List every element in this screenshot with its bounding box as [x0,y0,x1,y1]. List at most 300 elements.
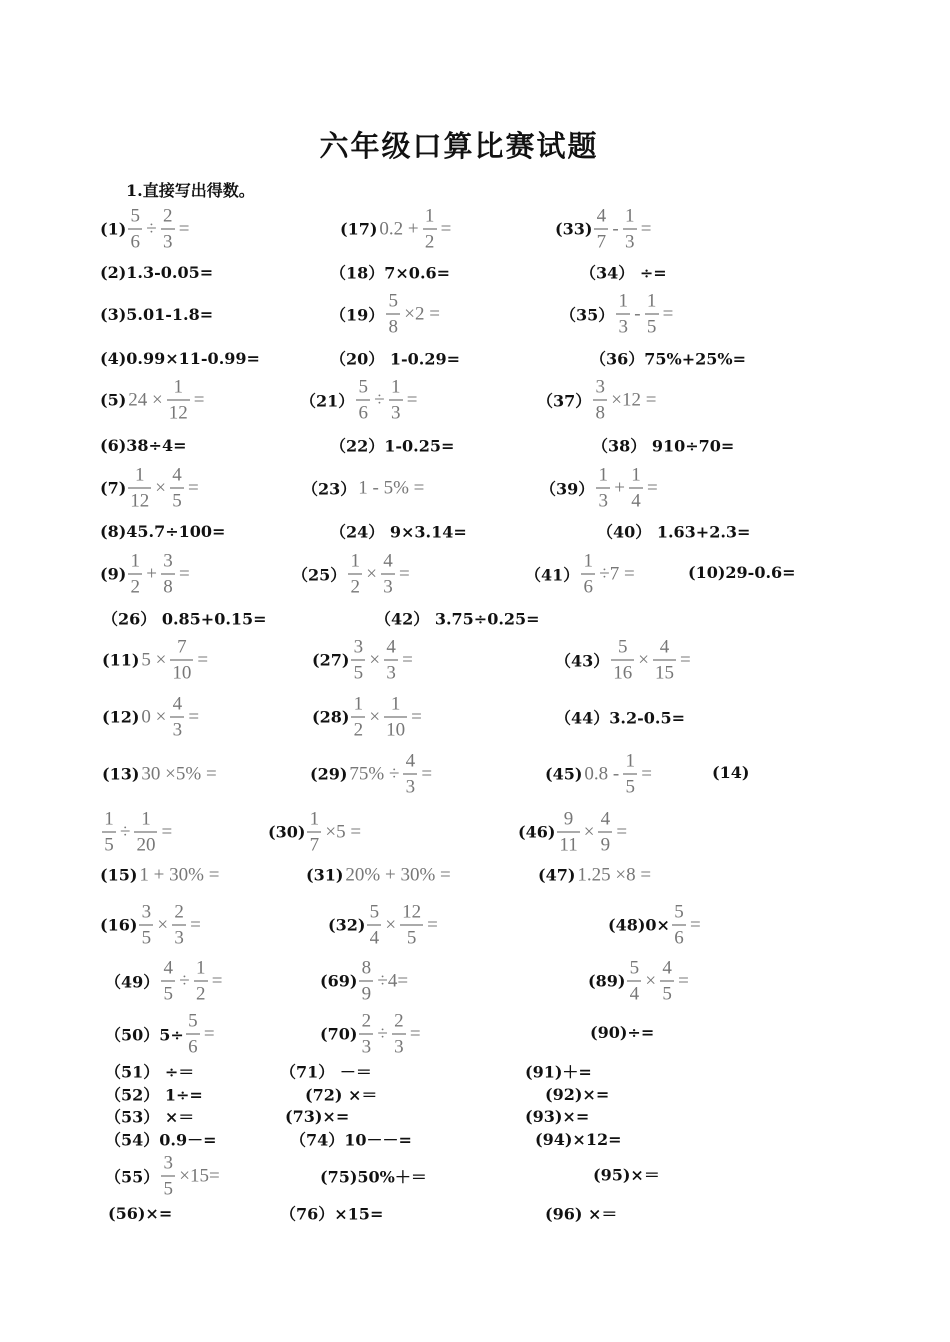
problem-item [312,694,424,741]
problem-number: (13) [102,764,140,784]
problem-item [100,435,186,455]
fraction-bar [389,400,403,401]
problem-expression [579,551,636,598]
fraction [423,206,437,253]
problem-number: (72) ×＝ [305,1085,378,1105]
problem-number: （44）3.2-0.5= [555,708,685,728]
problem-item [555,637,693,684]
problem-expression [555,809,629,856]
operator-text: ÷4= [377,970,409,991]
operator-text: 5 × [141,649,167,670]
problem-item [320,1165,427,1188]
fraction [348,551,362,598]
fraction-bar [384,717,407,718]
numerator: 3 [353,636,364,658]
problem-expression [591,377,658,424]
problem-item [102,607,267,630]
numerator: 4 [172,693,183,715]
problem-number: （34） ÷= [580,263,667,283]
problem-expression [592,206,653,253]
denominator: 5 [662,983,672,1005]
problem-item [105,1060,194,1083]
fraction-bar [598,832,612,833]
problem-item [545,751,654,798]
problem-number: (4)0.99×11-0.99= [100,349,260,368]
fraction [139,902,153,949]
fraction-bar [170,717,184,718]
problem-number: (10)29-0.6= [688,563,796,582]
problem-item [100,864,221,887]
fraction [403,751,417,798]
fraction [170,637,193,684]
denominator: 2 [195,983,206,1005]
problem-number: (75)50%＋＝ [320,1167,427,1187]
fraction [170,465,184,512]
fraction [384,694,407,741]
fraction-bar [161,981,175,982]
fraction [356,377,370,424]
fraction [134,809,157,856]
problem-number: （40） 1.63+2.3= [597,522,751,542]
fraction [596,465,610,512]
operator-text: = [179,563,190,584]
problem-number: （49） [105,972,160,992]
fraction-bar [403,774,417,775]
operator-text: 75% ÷ [349,763,400,784]
fraction-bar [386,314,400,315]
problem-expression [582,751,654,798]
problem-number: (9) [100,564,127,584]
problem-number: (90)÷= [590,1023,655,1042]
problem-expression [357,958,410,1005]
problem-number: （19） [330,305,385,325]
fraction-bar [194,981,208,982]
problem-number: (8)45.7÷100= [100,522,226,541]
problem-number: (45) [545,764,583,784]
fraction-bar [616,314,630,315]
problem-item [538,864,653,887]
operator-text: × [157,914,169,935]
problem-number: （25） [292,565,347,585]
numerator: 1 [618,290,629,312]
denominator: 3 [383,576,393,598]
fraction [611,637,634,684]
fraction-bar [660,981,674,982]
problem-item [545,1202,617,1225]
fraction [598,809,612,856]
problem-number: （36）75%+25%= [590,349,747,369]
numerator: 1 [104,808,114,830]
fraction [170,694,184,741]
fraction-bar [102,832,116,833]
fraction-bar [623,774,637,775]
denominator: 5 [172,490,182,512]
problem-expression [346,551,411,598]
problem-item [102,694,201,741]
operator-text: = [188,477,199,498]
problem-expression [159,958,224,1005]
operator-text: × [638,649,649,670]
problem-item [100,348,260,368]
numerator: 5 [358,376,369,398]
fraction [581,551,595,598]
numerator: 1 [130,550,141,572]
problem-number: (31) [306,865,344,885]
fraction [557,809,579,856]
fraction [128,551,142,598]
fraction [194,958,208,1005]
problem-expression [575,864,653,887]
operator-text: ÷7 = [599,563,635,584]
fraction-bar [139,925,153,926]
denominator: 9 [361,983,372,1005]
fraction [660,958,674,1005]
problem-number: （50）5÷ [105,1025,184,1045]
operator-text: × [366,563,377,584]
operator-text: = [689,914,701,935]
problem-expression [594,465,659,512]
problem-expression [139,694,201,741]
problem-item [330,520,467,543]
operator-text: = [190,914,201,935]
problem-number: (33) [555,219,593,239]
problem-item [588,958,691,1005]
operator-text: = [411,706,422,727]
problem-item [330,261,450,284]
fraction [594,206,608,253]
numerator: 4 [662,957,672,979]
denominator: 3 [361,1036,372,1058]
problem-item [306,864,453,887]
problem-expression [126,377,206,424]
operator-text: = [678,970,689,991]
operator-text: = [399,563,410,584]
problem-number: (89) [588,971,626,991]
fraction [102,809,116,856]
denominator: 3 [618,316,629,338]
problem-item [688,562,796,582]
problem-number: (47) [538,865,576,885]
numerator: 2 [162,205,173,227]
problem-number: （24） 9×3.14= [330,522,467,542]
problem-expression [347,751,434,798]
fraction [645,291,659,338]
problem-number: （38） 910÷70= [592,436,735,456]
problem-item [375,607,540,630]
problem-item [320,1011,423,1058]
problem-number: （76）×15= [280,1204,384,1224]
problem-item [312,637,415,684]
numerator: 1 [173,376,183,398]
numerator: 5 [629,957,640,979]
fraction [392,1011,406,1058]
operator-text: = [440,218,452,239]
denominator: 3 [162,231,173,253]
problem-item [712,762,749,782]
numerator: 4 [383,550,393,572]
problem-item [280,1202,383,1225]
operator-text: ÷ [377,1023,388,1044]
fraction [359,958,373,1005]
operator-text: = [421,763,433,784]
problem-expression [354,377,419,424]
denominator: 7 [309,834,320,856]
problem-expression [137,902,202,949]
problem-number: (7) [100,478,127,498]
operator-text: = [211,970,223,991]
fraction [386,291,400,338]
denominator: 16 [613,662,633,684]
fraction [307,809,321,856]
problem-item [597,520,750,543]
fraction [351,694,365,741]
fraction-bar [170,488,184,489]
fraction-bar [593,400,607,401]
operator-text: 30 ×5% = [141,763,217,785]
problem-item [310,751,434,798]
problem-expression [670,902,703,949]
operator-text: = [188,706,200,727]
numerator: 1 [625,750,635,772]
problem-number: (15) [100,865,138,885]
numerator: 4 [405,750,416,772]
problem-expression [126,465,200,512]
operator-text: = [427,914,438,935]
problem-expression [159,1153,221,1200]
fraction [629,465,643,512]
numerator: 1 [646,290,657,312]
problem-number: （23） [302,479,357,499]
denominator: 6 [583,576,594,598]
problem-item [590,1022,654,1042]
numerator: 1 [195,957,206,979]
problem-number: （26） 0.85+0.15= [102,609,267,629]
fraction [186,1011,200,1058]
numerator: 1 [390,693,401,715]
problem-item [100,377,206,424]
numerator: 4 [600,808,611,830]
denominator: 12 [130,490,150,512]
denominator: 8 [388,316,399,338]
problem-item [330,291,442,338]
problem-item [290,1128,412,1151]
fraction-bar [172,925,186,926]
fraction-bar [356,400,370,401]
problem-item [280,1060,372,1083]
problem-number: （41） [525,565,580,585]
fraction-bar [348,574,362,575]
numerator: 8 [361,957,372,979]
problem-number: （37） [537,391,592,411]
operator-text: + [614,477,625,498]
operator-text: ÷ [146,218,157,239]
problem-number: (30) [268,822,306,842]
problem-expression [139,763,218,786]
denominator: 3 [598,490,609,512]
operator-text: = [178,218,190,239]
numerator: 2 [394,1010,404,1032]
denominator: 3 [174,927,184,949]
fraction-bar [128,488,151,489]
fraction [381,551,395,598]
fraction [161,1153,175,1200]
numerator: 1 [424,205,435,227]
problem-number: (17) [340,219,378,239]
problem-number: (92)×= [545,1085,610,1104]
problem-expression [625,958,690,1005]
problem-item [330,347,460,370]
operator-text: = [641,763,652,784]
fraction-bar [629,488,643,489]
problem-expression [609,637,692,684]
fraction [593,377,607,424]
problem-number: (11) [102,650,140,670]
operator-text: × [155,477,166,498]
fraction [172,902,186,949]
problem-item [102,637,210,684]
fraction [351,637,365,684]
problem-number: (14) [712,763,750,782]
fraction [623,751,637,798]
denominator: 2 [130,576,141,598]
problem-number: （53） ×＝ [105,1107,195,1127]
operator-text: = [647,477,658,498]
denominator: 9 [600,834,611,856]
fraction-bar [653,660,676,661]
operator-text: = [680,649,691,670]
fraction-bar [167,400,190,401]
section-heading: 1.直接写出得数。 [126,181,255,200]
numerator: 1 [350,550,361,572]
operator-text: - [634,303,641,324]
fraction-bar [351,717,365,718]
fraction-bar [623,229,637,230]
operator-text: = [662,303,674,324]
problem-item [105,1011,217,1058]
denominator: 10 [172,662,192,684]
operator-text: ×12 = [611,389,657,410]
problem-number: (95)×＝ [593,1165,660,1185]
denominator: 6 [188,1036,198,1058]
operator-text: = [193,389,205,410]
problem-item [518,809,629,856]
problem-item [105,1128,217,1151]
numerator: 4 [172,464,182,486]
denominator: 5 [104,834,114,856]
problem-item [100,262,213,282]
problem-number: （54）0.9－= [105,1130,217,1150]
operator-text: 0.8 - [584,763,620,784]
problem-item [608,902,703,949]
fraction [627,958,641,1005]
fraction-bar [128,229,142,230]
fraction-bar [351,660,365,661]
problem-expression [357,1011,422,1058]
denominator: 5 [163,983,174,1005]
problem-number: （43） [555,651,610,671]
numerator: 4 [163,957,174,979]
fraction-bar [161,574,175,575]
problem-expression [377,206,453,253]
problem-expression [139,637,210,684]
operator-text: 0 × [141,706,167,727]
problem-item [302,477,426,500]
problem-expression [343,864,452,887]
numerator: 5 [618,636,628,658]
fraction [400,902,423,949]
problem-item [100,465,201,512]
numerator: 3 [595,376,606,398]
denominator: 4 [629,983,640,1005]
problem-number: (94)×12= [535,1130,622,1149]
numerator: 1 [353,693,364,715]
problem-item [545,1084,609,1104]
problem-expression [184,1011,217,1058]
fraction-bar [170,660,193,661]
denominator: 8 [595,402,606,424]
problem-number: （20） 1-0.29= [330,349,460,369]
problem-number: (29) [310,764,348,784]
denominator: 3 [172,719,183,741]
operator-text: 20% + 30% = [345,864,451,886]
problem-number: （71） －＝ [280,1062,372,1082]
problem-item [592,434,734,457]
problem-expression [137,864,221,887]
operator-text: + [146,563,157,584]
operator-text: × [385,914,397,935]
denominator: 5 [141,927,152,949]
problem-item [560,291,675,338]
problem-item [100,902,203,949]
problem-number: （39） [540,479,595,499]
numerator: 1 [598,464,609,486]
fraction [161,551,175,598]
problem-number: (2)1.3-0.05= [100,263,214,282]
denominator: 6 [130,231,141,253]
problem-number: （42） 3.75÷0.25= [375,609,540,629]
problem-number: (1) [100,219,127,239]
problem-expression [126,551,191,598]
denominator: 12 [168,402,188,424]
numerator: 3 [141,901,152,923]
fraction-bar [581,574,595,575]
numerator: 2 [174,901,184,923]
operator-text: ×5 = [325,821,362,842]
problem-item [555,206,653,253]
problem-item [305,1083,377,1106]
problem-expression [356,477,426,500]
numerator: 1 [624,205,635,227]
problem-number: （22）1-0.25= [330,436,455,456]
numerator: 9 [563,808,574,830]
problem-expression [100,809,174,856]
operator-text: × [369,649,381,670]
problem-number: (91)＋= [525,1062,592,1082]
numerator: 1 [135,464,145,486]
fraction-bar [400,925,423,926]
denominator: 5 [353,662,364,684]
problem-number: (28) [312,707,350,727]
fraction-bar [128,574,142,575]
fraction [672,902,686,949]
operator-text: = [406,389,418,410]
fraction-bar [611,660,634,661]
problem-item [268,809,363,856]
fraction-bar [307,832,321,833]
fraction [616,291,630,338]
denominator: 5 [406,927,417,949]
denominator: 5 [646,316,657,338]
